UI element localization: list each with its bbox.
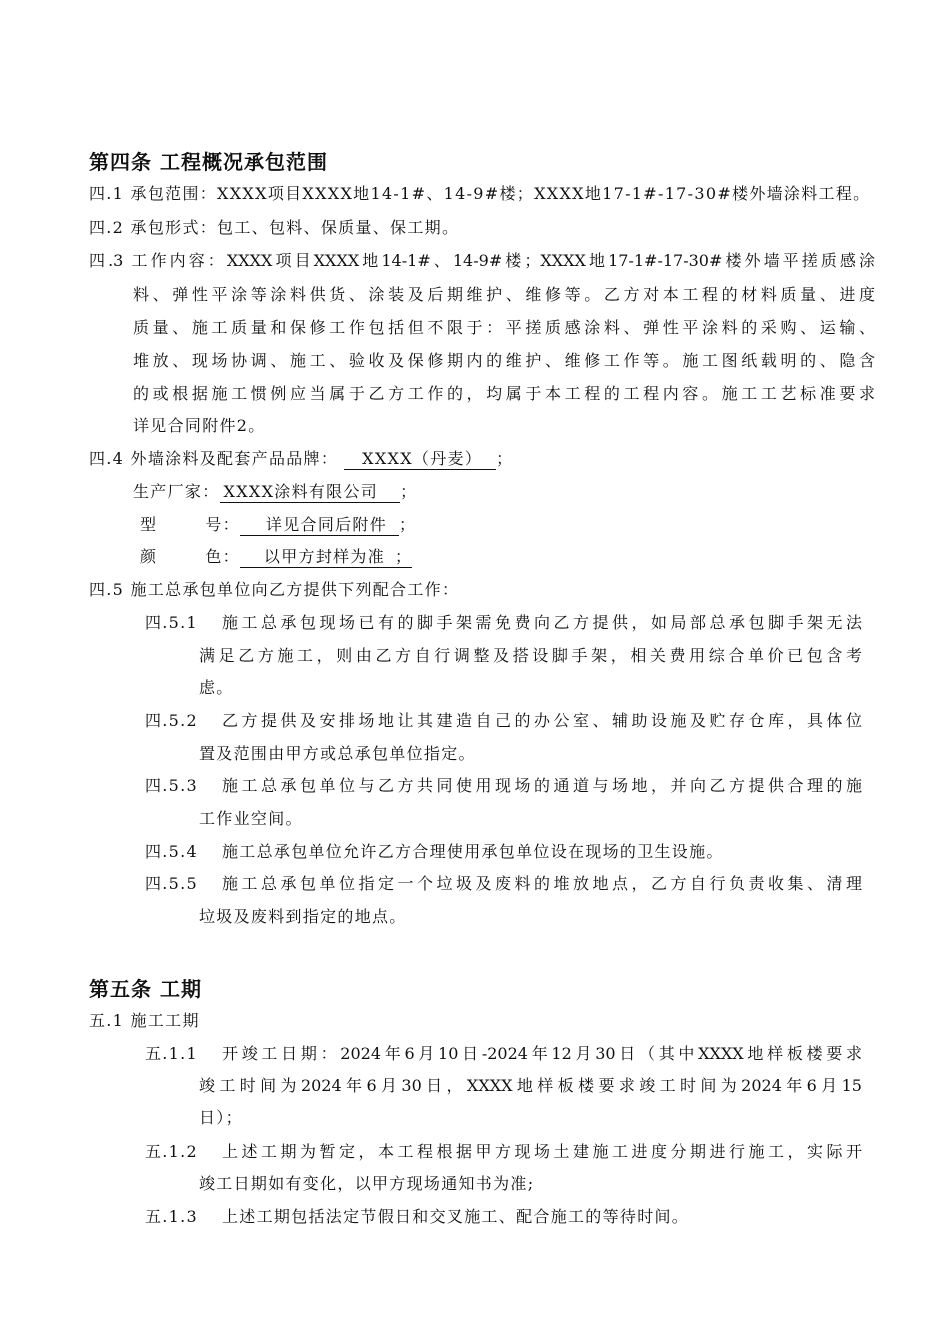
color-label-a: 颜 — [140, 547, 158, 566]
item-number: 四.5.5 — [145, 874, 199, 893]
item-line: 乙方提供及安排场地让其建造自己的办公室、辅助设施及贮存仓库，具体位 — [222, 711, 862, 730]
maker-label: 生产厂家： — [133, 482, 220, 501]
item-line: 满足乙方施工，则由乙方自行调整及搭设脚手架，相关费用综合单价已包含考 — [199, 646, 862, 665]
item-line: 垃圾及废料到指定的地点。 — [199, 907, 407, 926]
color-value: 以甲方封样为准 — [263, 547, 386, 566]
article-5-heading: 第五条 工期 — [89, 977, 202, 1001]
item-number: 五.1.1 — [145, 1044, 199, 1063]
article-4-heading: 第四条 工程概况承包范围 — [89, 150, 328, 174]
item-number: 四.5.1 — [145, 613, 199, 632]
item-line: 施工总承包单位与乙方共同使用现场的通道与场地，并向乙方提供合理的施 — [222, 776, 862, 795]
model-label-a: 型 — [140, 515, 158, 534]
item-line: 开竣工日期：2024年6月10日-2024年12月30日（其中XXXX地样板楼要求 — [222, 1044, 862, 1063]
clause-4-3-line: 详见合同附件2。 — [133, 416, 266, 435]
item-line: 施工总承包单位指定一个垃圾及废料的堆放地点，乙方自行负责收集、清理 — [222, 874, 862, 893]
semicolon: ； — [399, 515, 417, 534]
brand-value: XXXX（丹麦） — [344, 449, 496, 470]
item-line: 施工总承包单位允许乙方合理使用承包单位设在现场的卫生设施。 — [222, 842, 724, 861]
clause-4-4-maker — [133, 482, 417, 502]
clause-4-2: 四.2 承包形式：包工、包料、保质量、保工期。 — [89, 218, 460, 237]
clause-4-4-brand — [89, 449, 513, 469]
item-line: 工作业空间。 — [199, 809, 303, 828]
item-number: 五.1.2 — [145, 1142, 199, 1161]
item-line: 置及范围由甲方或总承包单位指定。 — [199, 744, 476, 763]
color-label-b: 色： — [205, 547, 240, 566]
semicolon: ； — [400, 482, 418, 501]
model-label-b: 号： — [205, 515, 240, 534]
item-number: 五.1.3 — [145, 1207, 199, 1226]
color-value-underlined — [240, 547, 412, 568]
clause-4-3-line: 料、弹性平涂等涂料供货、涂装及后期维护、维修等。乙方对本工程的材料质量、进度 — [133, 285, 875, 304]
clause-4-4-color — [140, 547, 412, 567]
item-line: 日）； — [199, 1108, 243, 1127]
item-number: 四.5.2 — [145, 711, 199, 730]
clause-4-4-model — [140, 515, 416, 535]
item-number: 四.5.3 — [145, 776, 199, 795]
clause-4-3-line: 的或根据施工惯例应当属于乙方工作的，均属于本工程的工程内容。施工工艺标准要求 — [133, 384, 875, 403]
maker-value: XXXX涂料有限公司 — [220, 482, 401, 503]
model-value: 详见合同后附件 — [240, 515, 399, 536]
item-line: 竣工时间为2024年6月30日，XXXX地样板楼要求竣工时间为2024年6月15 — [199, 1076, 862, 1095]
item-line: 施工总承包现场已有的脚手架需免费向乙方提供，如局部总承包脚手架无法 — [222, 613, 862, 632]
clause-4-3-line: 堆放、现场协调、施工、验收及保修期内的维护、维修工作等。施工图纸载明的、隐含 — [133, 351, 875, 370]
brand-label: 四.4 外墙涂料及配套产品品牌： — [89, 449, 339, 468]
clause-4-3-line: 质量、施工质量和保修工作包括但不限于：平搓质感涂料、弹性平涂料的采购、运输、 — [133, 318, 875, 337]
semicolon: ； — [496, 449, 514, 468]
item-line: 上述工期为暂定，本工程根据甲方现场土建施工进度分期进行施工，实际开 — [222, 1142, 862, 1161]
item-number: 四.5.4 — [145, 842, 199, 861]
item-line: 虑。 — [199, 678, 234, 697]
clause-4-5-intro: 四.5 施工总承包单位向乙方提供下列配合工作： — [89, 580, 460, 599]
item-line: 竣工日期如有变化，以甲方现场通知书为准; — [199, 1174, 535, 1193]
clause-4-1: 四.1 承包范围：XXXX项目XXXX地14-1#、14-9#楼；XXXX地17-1#-17-30#楼外墙涂料工程。 — [89, 184, 871, 203]
clause-4-3-line: 四.3 工作内容：XXXX项目XXXX地14-1#、14-9#楼；XXXX地17-1#-17-30#楼外墙平搓质感涂 — [89, 251, 875, 270]
item-line: 上述工期包括法定节假日和交叉施工、配合施工的等待时间。 — [222, 1207, 690, 1226]
semicolon: ； — [395, 547, 413, 566]
clause-5-1: 五.1 施工工期 — [89, 1011, 200, 1030]
